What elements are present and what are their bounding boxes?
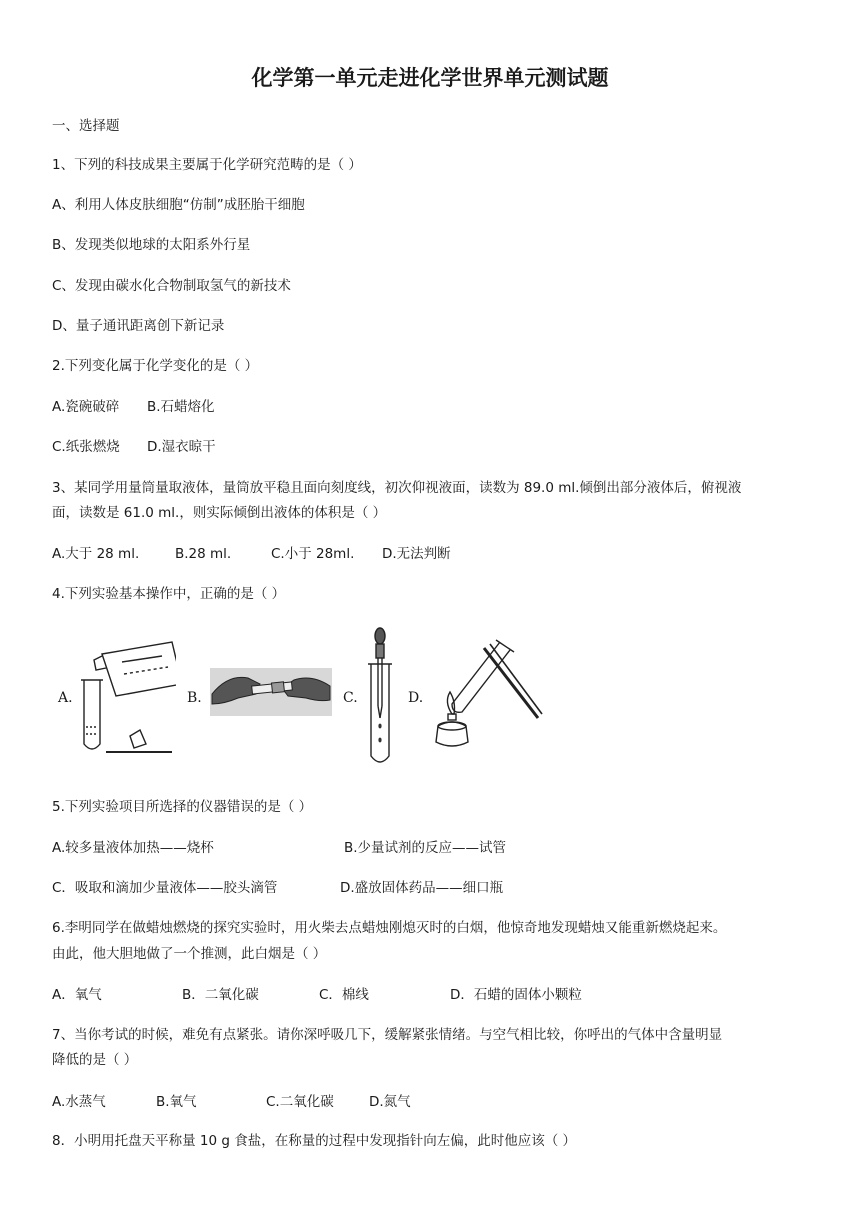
question-5-stem: 5.下列实验项目所选择的仪器错误的是（ ） bbox=[52, 799, 313, 815]
figure-label-d: D. bbox=[408, 690, 424, 706]
pouring-liquid-illustration bbox=[76, 632, 176, 756]
figure-label-c: C. bbox=[343, 690, 358, 706]
question-6-stem-line-2: 由此，他大胆地做了一个推测，此白烟是（ ） bbox=[52, 946, 327, 962]
question-1-option-c: C、发现由碳水化合物制取氢气的新技术 bbox=[52, 278, 291, 294]
question-5-option-b: B.少量试剂的反应——试管 bbox=[344, 840, 507, 856]
question-6-option-c: C．棉线 bbox=[319, 987, 369, 1003]
heating-test-tube-illustration bbox=[430, 634, 544, 754]
question-6-stem-line-1: 6.李明同学在做蜡烛燃烧的探究实验时，用火柴去点蜡烛刚熄灭时的白烟，他惊奇地发现蜡烛又能重新燃烧起来。 bbox=[52, 920, 727, 936]
question-6-option-d: D．石蜡的固体小颗粒 bbox=[450, 987, 582, 1003]
question-3-stem-line-2: 面，读数是 61.0 ml.，则实际倾倒出液体的体积是（ ） bbox=[52, 505, 387, 521]
question-3-option-d: D.无法判断 bbox=[382, 546, 451, 562]
question-3-stem-line-1: 3、某同学用量筒量取液体，量筒放平稳且面向刻度线，初次仰视液面，读数为 89.0 ml.倾倒出部分液体后，俯视液 bbox=[52, 480, 742, 496]
page-title: 化学第一单元走进化学世界单元测试题 bbox=[251, 66, 609, 90]
question-1-option-a: A、利用人体皮肤细胞“仿制”成胚胎干细胞 bbox=[52, 197, 305, 213]
question-6-option-a: A．氧气 bbox=[52, 987, 102, 1003]
figure-label-a: A. bbox=[58, 690, 73, 706]
question-2-option-a: A.瓷碗破碎 bbox=[52, 399, 120, 415]
question-7-stem-line-2: 降低的是（ ） bbox=[52, 1052, 138, 1068]
question-7-option-b: B.氧气 bbox=[156, 1094, 197, 1110]
question-2-stem: 2.下列变化属于化学变化的是（ ） bbox=[52, 358, 259, 374]
question-2-option-b: B.石蜡熔化 bbox=[147, 399, 215, 415]
question-2-option-d: D.湿衣晾干 bbox=[147, 439, 216, 455]
inserting-stopper-illustration bbox=[208, 664, 334, 720]
question-7-option-d: D.氮气 bbox=[369, 1094, 411, 1110]
question-3-option-c: C.小于 28ml. bbox=[271, 546, 355, 562]
question-7-option-c: C.二氧化碳 bbox=[266, 1094, 334, 1110]
section-heading: 一、选择题 bbox=[52, 118, 120, 134]
question-7-option-a: A.水蒸气 bbox=[52, 1094, 106, 1110]
question-8-stem: 8．小明用托盘天平称量 10 g 食盐，在称量的过程中发现指针向左偏，此时他应该（ ） bbox=[52, 1133, 577, 1149]
question-4-stem: 4.下列实验基本操作中，正确的是（ ） bbox=[52, 586, 286, 602]
question-1-stem: 1、下列的科技成果主要属于化学研究范畴的是（ ） bbox=[52, 157, 362, 173]
question-1-option-b: B、发现类似地球的太阳系外行星 bbox=[52, 237, 251, 253]
question-5-option-c: C．吸取和滴加少量液体——胶头滴管 bbox=[52, 880, 278, 896]
question-2-option-c: C.纸张燃烧 bbox=[52, 439, 120, 455]
question-5-option-d: D.盛放固体药品——细口瓶 bbox=[340, 880, 504, 896]
question-6-option-b: B．二氧化碳 bbox=[182, 987, 259, 1003]
figure-label-b: B. bbox=[187, 690, 202, 706]
question-7-stem-line-1: 7、当你考试的时候，难免有点紧张。请你深呼吸几下，缓解紧张情绪。与空气相比较，你呼出的气体中含量明显 bbox=[52, 1027, 723, 1043]
question-3-option-a: A.大于 28 ml. bbox=[52, 546, 140, 562]
question-1-option-d: D、量子通讯距离创下新记录 bbox=[52, 318, 225, 334]
dropper-in-test-tube-illustration bbox=[360, 626, 400, 768]
question-5-option-a: A.较多量液体加热——烧杯 bbox=[52, 840, 214, 856]
question-3-option-b: B.28 ml. bbox=[175, 546, 232, 562]
